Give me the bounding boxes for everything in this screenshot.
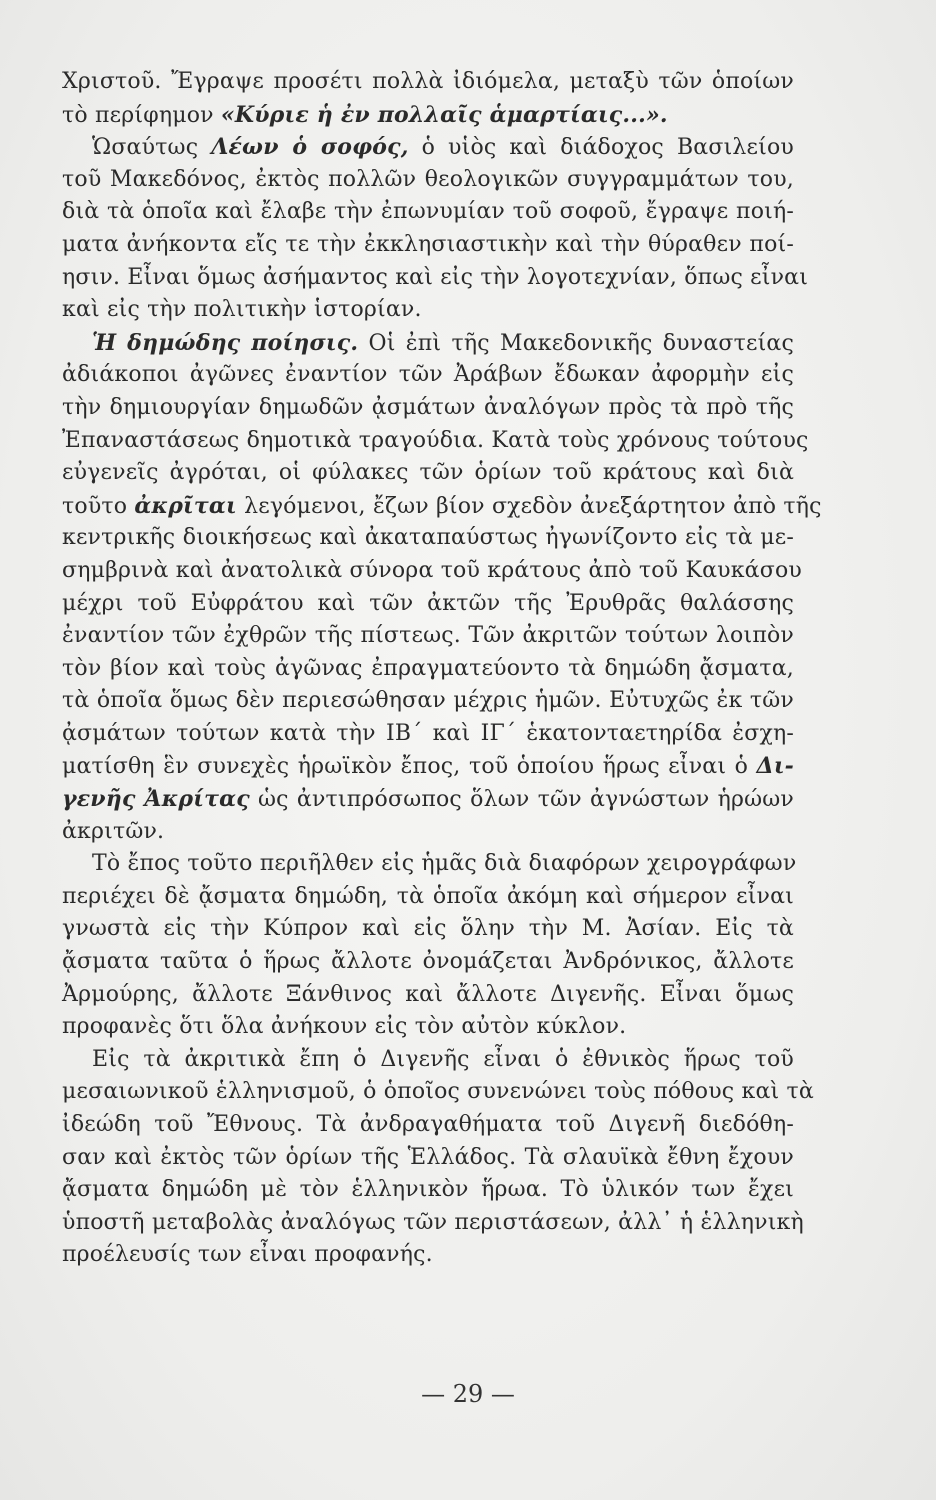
text-line (62, 555, 802, 588)
text-segment: ὁ υἱὸς καὶ διάδοχος Βασιλείου (408, 135, 794, 161)
text-segment: ἀδιάκοποι ἀγῶνες ἐναντίον τῶν Ἀράβων ἔδωκαν ἀφορμὴν εἰς (62, 362, 794, 388)
text-line (62, 229, 794, 262)
text-segment: ᾄσματα δημώδη μὲ τὸν ἑλληνικὸν ἥρωα. Τὸ ὑλικόν των ἔχει (62, 1177, 794, 1203)
text-segment: ᾀσμάτων τούτων κατὰ τὴν ΙΒ΄ καὶ ΙΓ΄ ἑκατονταετηρίδα ἐσχη- (62, 720, 794, 746)
text-line (62, 881, 794, 914)
text-segment: Ἐπαναστάσεως δημοτικὰ τραγούδια. Κατὰ τοὺς χρόνους τούτους (62, 427, 809, 453)
text-segment: ὑποστῆ μεταβολὰς ἀναλόγως τῶν περιστάσεων, ἀλλ᾽ ἡ ἑλληνικὴ (62, 1209, 804, 1235)
text-segment: περιέχει δὲ ᾄσματα δημώδη, τὰ ὁποῖα ἀκόμη καὶ σήμερον εἶναι (62, 883, 794, 909)
text-line (62, 946, 794, 979)
emphasis-text: Λέων ὁ σοφός, (211, 134, 409, 161)
text-line (62, 522, 794, 555)
emphasis-text: «Κύριε ἡ ἐν πολλαῖς ἁμαρτίαις...». (220, 101, 668, 128)
text-segment: προέλευσίς των εἶναι προφανής. (62, 1242, 433, 1268)
text-line (62, 392, 794, 425)
text-line (62, 327, 794, 360)
text-segment: ματίσθη ἓν συνεχὲς ἡρωϊκὸν ἔπος, τοῦ ὁποίου ἥρως εἶναι ὁ (62, 754, 757, 780)
text-line (62, 653, 794, 686)
text-line (62, 750, 794, 783)
text-line (62, 1044, 794, 1077)
text-line (62, 1076, 814, 1109)
page-number: — 29 — (421, 1380, 515, 1408)
text-segment: ἰδεώδη τοῦ Ἔθνους. Τὰ ἀνδραγαθήματα τοῦ Διγενῆ διεδόθη- (62, 1112, 794, 1137)
text-line (62, 783, 794, 816)
text-line (62, 1239, 794, 1272)
text-line (62, 718, 794, 751)
text-segment: διὰ τὰ ὁποῖα καὶ ἔλαβε τὴν ἐπωνυμίαν τοῦ σοφοῦ, ἔγραψε ποιή- (62, 199, 794, 225)
body-text (62, 66, 822, 1272)
text-segment: ὡς ἀντιπρόσωπος ὅλων τῶν ἀγνώστων ἡρώων (249, 787, 795, 813)
text-line (62, 1011, 794, 1044)
text-segment: ἀκριτῶν. (62, 818, 165, 844)
text-segment: ματα ἀνήκοντα εἴς τε τὴν ἐκκλησιαστικὴν καὶ τὴν θύραθεν ποί- (62, 231, 794, 257)
text-line (62, 848, 797, 881)
text-segment: τὴν δημιουργίαν δημωδῶν ᾀσμάτων ἀναλόγων πρὸς τὰ πρὸ τῆς (62, 394, 794, 420)
emphasis-text: Δι- (756, 753, 794, 780)
text-line (62, 131, 794, 164)
text-line (62, 425, 809, 458)
text-line (62, 685, 794, 718)
text-segment: Ὡσαύτως (92, 135, 212, 161)
text-line (62, 588, 794, 621)
text-segment: τὸ περίφημον (62, 102, 221, 128)
text-line (62, 66, 794, 99)
text-segment: κεντρικῆς διοικήσεως καὶ ἀκαταπαύστως ἠγωνίζοντο εἰς τὰ με- (62, 525, 794, 551)
text-segment: μέχρι τοῦ Εὐφράτου καὶ τῶν ἀκτῶν τῆς Ἐρυθρᾶς θαλάσσης (62, 590, 794, 616)
text-line (62, 816, 794, 849)
text-segment: Οἱ ἐπὶ τῆς Μακεδονικῆς δυναστείας (358, 330, 794, 356)
text-line (62, 1174, 794, 1207)
text-line (62, 196, 794, 229)
text-line (62, 1207, 804, 1240)
text-line (62, 1109, 794, 1142)
text-line (62, 99, 794, 132)
text-line (62, 294, 794, 327)
text-segment: προφανὲς ὅτι ὅλα ἀνήκουν εἰς τὸν αὐτὸν κύκλον. (62, 1014, 627, 1040)
emphasis-text: ἀκρῖται (134, 492, 237, 519)
text-line (62, 913, 794, 946)
text-line (62, 359, 794, 392)
emphasis-text: γενῆς Ἀκρίτας (62, 786, 250, 813)
text-segment: Χριστοῦ. Ἔγραψε προσέτι πολλὰ ἰδιόμελα, μεταξὺ τῶν ὁποίων (62, 69, 794, 94)
text-segment: σαν καὶ ἐκτὸς τῶν ὁρίων τῆς Ἑλλάδος. Τὰ σλαυϊκὰ ἔθνη ἔχουν (62, 1144, 794, 1170)
text-segment: τοῦτο (62, 493, 135, 519)
text-line (62, 164, 794, 197)
text-segment: ἐναντίον τῶν ἐχθρῶν τῆς πίστεως. Τῶν ἀκριτῶν τούτων λοιπὸν (62, 623, 794, 649)
text-line (62, 262, 809, 295)
text-line (62, 490, 822, 523)
text-segment: μεσαιωνικοῦ ἑλληνισμοῦ, ὁ ὁποῖος συνενώνει τοὺς πόθους καὶ τὰ (62, 1079, 814, 1105)
text-line (62, 457, 794, 490)
text-segment: λεγόμενοι, ἔζων βίον σχεδὸν ἀνεξάρτητον ἀπὸ τῆς (236, 493, 822, 519)
text-segment: τὸν βίον καὶ τοὺς ἀγῶνας ἐπραγματεύοντο τὰ δημώδη ᾄσματα, (62, 655, 794, 681)
text-segment: ᾄσματα ταῦτα ὁ ἥρως ἄλλοτε ὀνομάζεται Ἀνδρόνικος, ἄλλοτε (62, 949, 794, 975)
text-segment: καὶ εἰς τὴν πολιτικὴν ἱστορίαν. (62, 297, 422, 323)
text-segment: Ἀρμούρης, ἄλλοτε Ξάνθινος καὶ ἄλλοτε Διγενῆς. Εἶναι ὅμως (62, 981, 794, 1007)
text-line (62, 979, 794, 1012)
text-line (62, 620, 794, 653)
text-segment: εὐγενεῖς ἀγρόται, οἱ φύλακες τῶν ὁρίων τοῦ κράτους καὶ διὰ (62, 460, 794, 486)
text-segment: Εἰς τὰ ἀκριτικὰ ἔπη ὁ Διγενῆς εἶναι ὁ ἐθνικὸς ἥρως τοῦ (92, 1046, 794, 1072)
text-line (62, 1142, 794, 1175)
text-segment: τοῦ Μακεδόνος, ἐκτὸς πολλῶν θεολογικῶν συγγραμμάτων του, (62, 166, 794, 192)
text-segment: τὰ ὁποῖα ὅμως δὲν περιεσώθησαν μέχρις ἡμῶν. Εὐτυχῶς ἐκ τῶν (62, 688, 794, 714)
text-segment: Τὸ ἔπος τοῦτο περιῆλθεν εἰς ἡμᾶς διὰ διαφόρων χειρογράφων (92, 851, 797, 877)
text-segment: ησιν. Εἶναι ὅμως ἀσήμαντος καὶ εἰς τὴν λογοτεχνίαν, ὅπως εἶναι (62, 264, 809, 290)
text-segment: γνωστὰ εἰς τὴν Κύπρον καὶ εἰς ὅλην τὴν Μ. Ἀσίαν. Εἰς τὰ (62, 916, 794, 942)
text-segment: σημβρινὰ καὶ ἀνατολικὰ σύνορα τοῦ κράτους ἀπὸ τοῦ Καυκάσου (62, 557, 802, 583)
emphasis-text: Ἡ δημώδης ποίησις. (92, 329, 359, 356)
